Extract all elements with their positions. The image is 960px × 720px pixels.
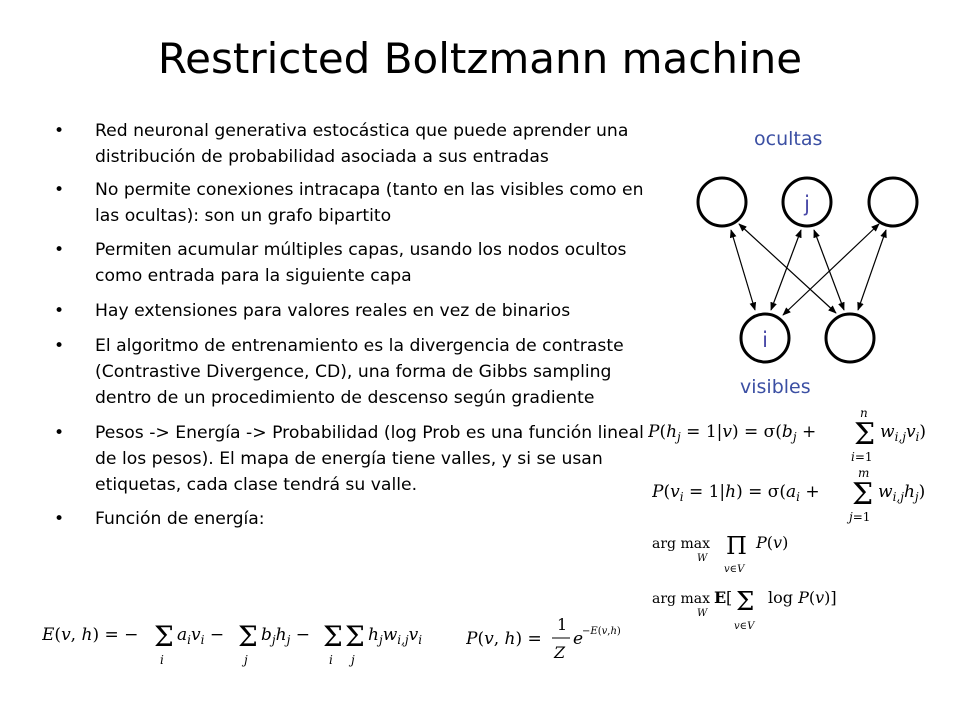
bullet-item: • Pesos -> Energía -> Probabilidad (log Prob es una función lineal de los pesos). El mapa de energía tiene valles, y si se usan etiquetas, cada clase tendrá su valle.	[54, 420, 644, 498]
svg-text:W: W	[697, 608, 708, 619]
svg-text:[: [	[726, 588, 733, 607]
svg-text:Π: Π	[726, 532, 747, 560]
svg-text:n: n	[860, 406, 868, 420]
hidden-layer-label: ocultas	[754, 128, 823, 150]
svg-text:E: E	[714, 588, 727, 607]
bullet-list	[54, 118, 644, 532]
connections	[731, 224, 886, 315]
bullet-item: • Red neuronal generativa estocástica que puede aprender una distribución de probabilidad asociada a sus entradas	[54, 118, 644, 170]
visible-nodes	[741, 314, 874, 362]
svg-text:Σ: Σ	[736, 587, 755, 617]
svg-text:i: i	[329, 653, 333, 667]
svg-text:log P(v)]: log P(v)]	[768, 588, 837, 607]
bullet-item: • Hay extensiones para valores reales en vez de binarios	[54, 298, 644, 324]
node-j-label: j	[804, 192, 810, 216]
svg-text:1: 1	[557, 615, 568, 634]
svg-text:Σ: Σ	[854, 417, 876, 452]
svg-text:Σ: Σ	[323, 620, 343, 653]
svg-text:v∈V: v∈V	[724, 564, 745, 575]
svg-text:j: j	[244, 653, 248, 667]
slide-title: Restricted Boltzmann machine	[157, 34, 803, 83]
svg-text:P(v, h) =: P(v, h) =	[466, 629, 542, 649]
eq-energy	[42, 612, 442, 672]
svg-text:E(v, h) = −: E(v, h) = −	[42, 625, 139, 645]
eq-objective-expect	[652, 583, 862, 633]
bullet-item: • No permite conexiones intracapa (tanto en las visibles como en las ocultas): son un grafo bipartito	[54, 177, 644, 229]
eq-objective-prod	[652, 528, 812, 576]
bullet-item: • Permiten acumular múltiples capas, usando los nodos ocultos como entrada para la siguiente capa	[54, 237, 644, 289]
bullet-item: • El algoritmo de entrenamiento es la divergencia de contraste (Contrastive Divergence, CD), una forma de Gibbs sampling dentro de un procedimiento de descenso según gradiente	[54, 333, 644, 411]
svg-text:−E(v,h): −E(v,h)	[582, 626, 621, 637]
svg-text:j=1: j=1	[849, 510, 871, 524]
svg-text:P(v): P(v)	[756, 533, 789, 552]
svg-text:i=1: i=1	[851, 450, 873, 464]
svg-text:Σ: Σ	[238, 620, 258, 653]
svg-text:i: i	[160, 653, 164, 667]
hidden-node	[698, 178, 746, 226]
node-i-label: i	[762, 328, 768, 352]
svg-text:P(hj = 1|v) = σ(bj +: $P(h_j = 1|v) = \sigma(b_j$ +	[648, 422, 817, 444]
svg-text:Σ: Σ	[345, 620, 365, 653]
svg-text:m: m	[858, 467, 870, 480]
svg-text:aivi −: $a_iv_i$ −	[177, 625, 225, 647]
svg-text:wi,jvi): $w_{i,j}v_i$)	[880, 422, 927, 444]
eq-cond-visible	[652, 467, 947, 529]
eq-cond-hidden	[648, 404, 948, 466]
rbm-graph	[670, 160, 930, 370]
svg-text:hjwi,jvi: $h_jw_{i,j}v_i$	[368, 625, 423, 647]
bullet-item: • Función de energía:	[54, 506, 644, 532]
svg-text:bjhj −: $b_jh_j$ −	[261, 625, 310, 647]
hidden-node	[869, 178, 917, 226]
svg-text:W: W	[697, 553, 708, 564]
svg-text:arg max: arg max	[652, 536, 710, 552]
svg-text:Σ: Σ	[154, 620, 174, 653]
svg-text:arg max: arg max	[652, 591, 710, 607]
visible-layer-label: visibles	[740, 376, 811, 398]
svg-text:Z: Z	[554, 643, 566, 662]
svg-text:e: e	[573, 629, 584, 649]
eq-joint	[466, 612, 636, 672]
svg-text:Σ: Σ	[852, 477, 874, 512]
svg-text:v∈V: v∈V	[734, 621, 755, 632]
svg-text:j: j	[351, 653, 355, 667]
svg-text:P(vi = 1|h) = σ(ai +: $P(v_i = 1|h) = \sigma(a_i$ +	[652, 482, 820, 504]
visible-node	[826, 314, 874, 362]
svg-text:wi,jhj): $w_{i,j}h_j$)	[878, 482, 926, 504]
